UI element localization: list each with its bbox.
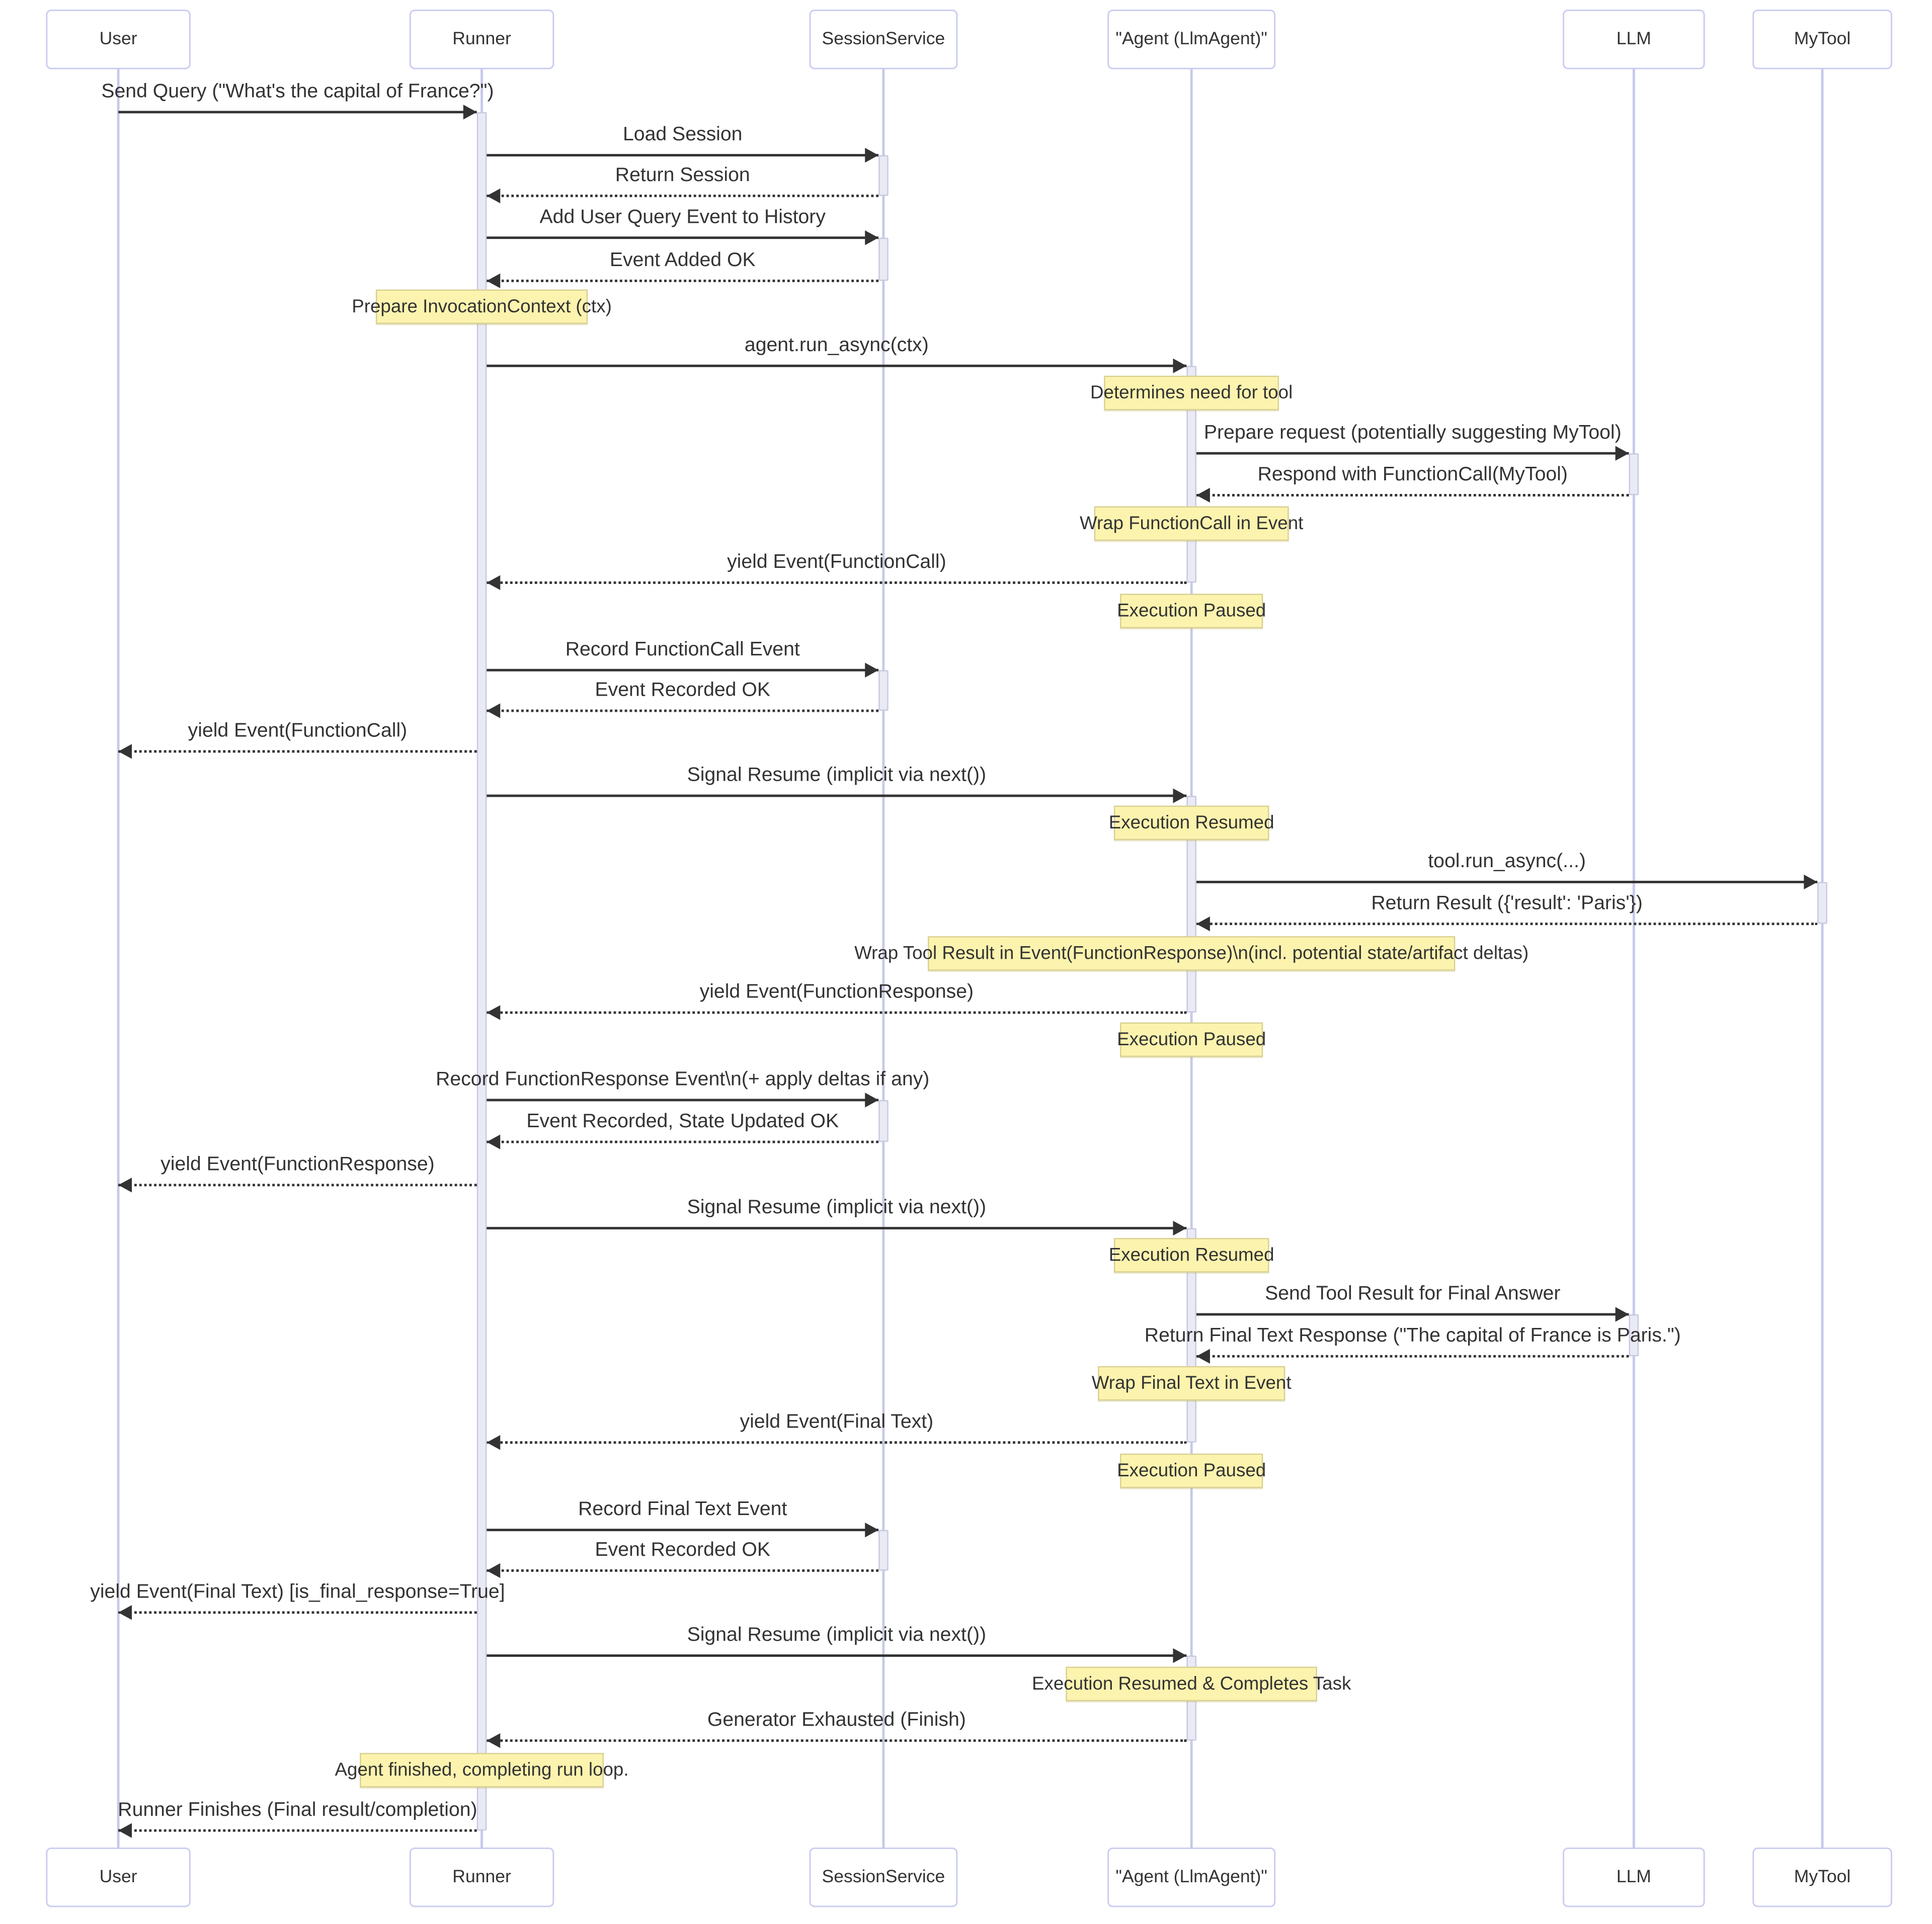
message-line-agent-to-llm — [1196, 452, 1629, 455]
participant-bottom-session — [810, 1848, 957, 1907]
participant-label: "Agent (LlmAgent)" — [1115, 1867, 1267, 1887]
note-label: Execution Paused — [1117, 1460, 1266, 1481]
arrowhead-icon — [865, 230, 878, 245]
message-line-runner-to-user — [118, 1829, 477, 1832]
message-label: yield Event(Final Text) — [740, 1411, 934, 1433]
message-line-runner-to-user — [118, 750, 477, 752]
note-over-agent — [1108, 1238, 1274, 1273]
arrowhead-icon — [1196, 488, 1210, 503]
participant-label: "Agent (LlmAgent)" — [1115, 29, 1267, 49]
arrowhead-icon — [1173, 359, 1186, 373]
message-line-agent-to-runner — [487, 1441, 1186, 1444]
note-label: Execution Resumed & Completes Task — [1032, 1673, 1351, 1695]
arrowhead-icon — [487, 189, 500, 203]
participant-label: SessionService — [822, 1867, 945, 1887]
activation-bar-session — [878, 670, 889, 711]
arrowhead-icon — [865, 663, 878, 678]
message-line-runner-to-user — [118, 1611, 477, 1614]
arrowhead-icon — [487, 1733, 500, 1748]
message-label: Event Recorded OK — [595, 1540, 770, 1561]
note-label: Execution Paused — [1117, 1029, 1266, 1050]
message-label: agent.run_async(ctx) — [744, 335, 929, 356]
note-over-agent — [1117, 1454, 1266, 1488]
participant-top-llm — [1563, 10, 1705, 69]
participant-label: SessionService — [822, 29, 945, 49]
message-label: Signal Resume (implicit via next()) — [687, 1197, 987, 1219]
message-line-session-to-runner — [487, 710, 878, 712]
message-label: Send Query ("What's the capital of France?") — [101, 81, 494, 103]
message-label: Record FunctionResponse Event\n(+ apply deltas if any) — [436, 1069, 930, 1091]
arrowhead-icon — [487, 1435, 500, 1450]
participant-label: MyTool — [1794, 1867, 1851, 1887]
arrowhead-icon — [118, 1823, 132, 1837]
note-over-runner — [352, 290, 612, 324]
message-line-mytool-to-agent — [1196, 923, 1817, 925]
participant-top-mytool — [1753, 10, 1892, 69]
message-line-agent-to-runner — [487, 581, 1186, 584]
message-label: Prepare request (potentially suggesting MyTool) — [1203, 423, 1622, 444]
arrowhead-icon — [118, 744, 132, 759]
message-label: Return Session — [615, 165, 750, 186]
note-label: Wrap Final Text in Event — [1091, 1373, 1292, 1394]
arrowhead-icon — [487, 1005, 500, 1020]
message-label: Send Tool Result for Final Answer — [1265, 1283, 1561, 1305]
note-over-runner — [335, 1753, 629, 1788]
note-label: Agent finished, completing run loop. — [335, 1760, 629, 1781]
message-label: Respond with FunctionCall(MyTool) — [1257, 464, 1568, 485]
message-line-agent-to-runner — [487, 1012, 1186, 1014]
message-label: Signal Resume (implicit via next()) — [687, 765, 987, 786]
participant-label: LLM — [1616, 1867, 1651, 1887]
note-over-agent — [1091, 1366, 1292, 1401]
message-line-agent-to-runner — [487, 1739, 1186, 1742]
note-label: Wrap FunctionCall in Event — [1079, 513, 1304, 534]
message-line-user-to-runner — [118, 111, 477, 113]
participant-top-session — [810, 10, 957, 69]
note-over-agent — [1117, 1023, 1266, 1057]
arrowhead-icon — [487, 703, 500, 718]
message-label: Add User Query Event to History — [539, 207, 826, 228]
participant-bottom-agent — [1108, 1848, 1275, 1907]
message-label: yield Event(FunctionCall) — [727, 552, 946, 573]
message-label: Event Added OK — [609, 250, 756, 271]
activation-bar-mytool — [1817, 882, 1827, 924]
message-label: yield Event(Final Text) [is_final_response=True] — [90, 1581, 505, 1603]
message-label: Signal Resume (implicit via next()) — [687, 1625, 987, 1646]
message-line-session-to-runner — [487, 280, 878, 282]
arrowhead-icon — [865, 1523, 878, 1537]
note-over-agent — [1079, 507, 1304, 541]
participant-label: MyTool — [1794, 29, 1851, 49]
message-line-runner-to-session — [487, 236, 878, 239]
message-line-agent-to-llm — [1196, 1313, 1629, 1316]
message-label: Event Recorded OK — [595, 680, 770, 701]
note-label: Execution Resumed — [1108, 812, 1274, 833]
arrowhead-icon — [1196, 916, 1210, 931]
participant-bottom-llm — [1563, 1848, 1705, 1907]
arrowhead-icon — [463, 105, 477, 119]
arrowhead-icon — [487, 274, 500, 288]
message-label: Generator Exhausted (Finish) — [707, 1710, 966, 1731]
arrowhead-icon — [487, 1563, 500, 1578]
arrowhead-icon — [1804, 875, 1817, 889]
activation-bar-session — [878, 238, 889, 281]
participant-label: Runner — [452, 29, 511, 49]
arrowhead-icon — [118, 1178, 132, 1192]
participant-bottom-mytool — [1753, 1848, 1892, 1907]
message-label: Event Recorded, State Updated OK — [526, 1111, 839, 1132]
participant-bottom-user — [46, 1848, 191, 1907]
message-line-runner-to-session — [487, 1529, 878, 1531]
participant-top-agent — [1108, 10, 1275, 69]
arrowhead-icon — [1173, 1648, 1186, 1663]
message-label: yield Event(FunctionResponse) — [160, 1154, 435, 1176]
arrowhead-icon — [1196, 1349, 1210, 1364]
message-label: yield Event(FunctionResponse) — [699, 981, 974, 1003]
message-label: yield Event(FunctionCall) — [188, 720, 408, 742]
arrowhead-icon — [1616, 1307, 1629, 1321]
message-line-session-to-runner — [487, 1569, 878, 1572]
activation-bar-llm — [1629, 453, 1639, 495]
note-over-agent — [1090, 376, 1293, 410]
message-label: Return Final Text Response ("The capital of France is Paris.") — [1144, 1325, 1681, 1347]
message-line-runner-to-session — [487, 1099, 878, 1101]
arrowhead-icon — [865, 1093, 878, 1107]
message-line-llm-to-agent — [1196, 494, 1629, 496]
message-label: Load Session — [622, 124, 743, 145]
message-label: Runner Finishes (Final result/completion) — [118, 1799, 477, 1821]
message-line-runner-to-session — [487, 669, 878, 672]
participant-label: Runner — [452, 1867, 511, 1887]
note-over-agent — [1108, 806, 1274, 841]
message-line-runner-to-agent — [487, 1227, 1186, 1229]
activation-bar-session — [878, 155, 889, 196]
message-line-runner-to-session — [487, 154, 878, 156]
message-label: Return Result ({'result': 'Paris'}) — [1371, 893, 1643, 914]
activation-bar-runner — [477, 112, 487, 1830]
lifeline-user — [117, 69, 119, 1848]
participant-top-user — [46, 10, 191, 69]
lifeline-mytool — [1821, 69, 1823, 1848]
message-line-runner-to-agent — [487, 1654, 1186, 1657]
note-over-agent — [854, 936, 1529, 971]
message-line-agent-to-mytool — [1196, 881, 1817, 883]
arrowhead-icon — [1173, 1221, 1186, 1235]
note-over-agent — [1032, 1666, 1351, 1701]
message-label: Record Final Text Event — [578, 1499, 787, 1521]
note-over-agent — [1117, 594, 1266, 628]
arrowhead-icon — [487, 575, 500, 590]
participant-label: User — [99, 1867, 137, 1887]
participant-label: User — [99, 29, 137, 49]
message-line-runner-to-agent — [487, 365, 1186, 367]
arrowhead-icon — [118, 1605, 132, 1620]
activation-bar-session — [878, 1100, 889, 1142]
note-label: Prepare InvocationContext (ctx) — [352, 296, 612, 317]
message-line-llm-to-agent — [1196, 1355, 1629, 1358]
activation-bar-session — [878, 1530, 889, 1571]
message-line-session-to-runner — [487, 1141, 878, 1143]
arrowhead-icon — [1173, 788, 1186, 803]
message-label: tool.run_async(...) — [1428, 851, 1586, 872]
arrowhead-icon — [865, 148, 878, 162]
participant-bottom-runner — [410, 1848, 554, 1907]
arrowhead-icon — [1616, 446, 1629, 461]
message-label: Record FunctionCall Event — [565, 639, 800, 660]
participant-top-runner — [410, 10, 554, 69]
note-label: Wrap Tool Result in Event(FunctionResponse)\n(incl. potential state/artifact deltas) — [854, 943, 1529, 964]
note-label: Determines need for tool — [1090, 382, 1293, 404]
note-label: Execution Paused — [1117, 600, 1266, 622]
message-line-session-to-runner — [487, 195, 878, 197]
lifeline-llm — [1633, 69, 1635, 1848]
note-label: Execution Resumed — [1108, 1244, 1274, 1266]
message-line-runner-to-user — [118, 1184, 477, 1186]
arrowhead-icon — [487, 1135, 500, 1149]
participant-label: LLM — [1616, 29, 1651, 49]
message-line-runner-to-agent — [487, 795, 1186, 797]
